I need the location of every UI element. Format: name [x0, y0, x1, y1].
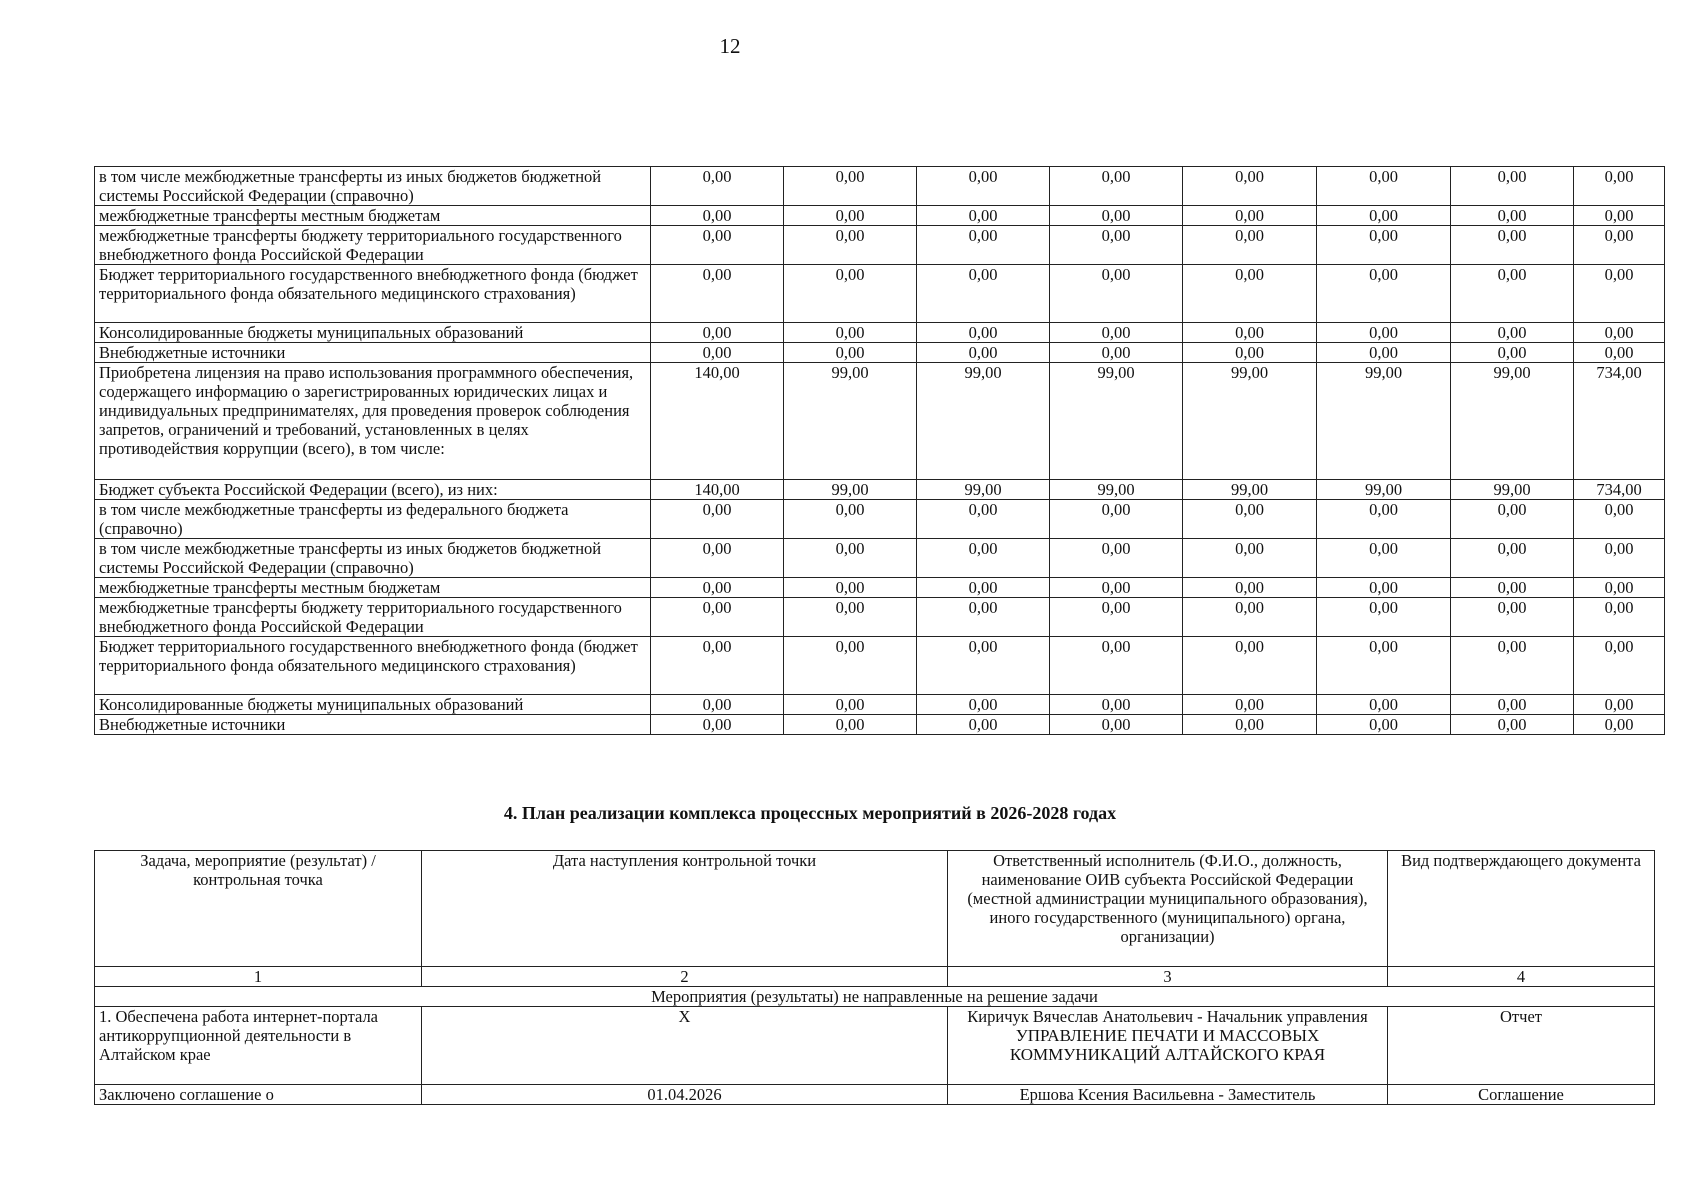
value-cell: 0,00	[1183, 637, 1317, 695]
value-cell: 0,00	[1050, 578, 1183, 598]
header-task: Задача, мероприятие (результат) / контрольная точка	[95, 851, 422, 967]
value-cell: 0,00	[784, 637, 917, 695]
row-label: межбюджетные трансферты бюджету территориального государственного внебюджетного фонда Российской Федерации	[95, 598, 651, 637]
budget-row	[95, 715, 1665, 735]
row-label: Консолидированные бюджеты муниципальных образований	[95, 323, 651, 343]
value-cell: 0,00	[784, 226, 917, 265]
row-label: межбюджетные трансферты местным бюджетам	[95, 206, 651, 226]
value-cell: 0,00	[1451, 323, 1574, 343]
row-label: Бюджет субъекта Российской Федерации (всего), из них:	[95, 480, 651, 500]
value-cell: 0,00	[1050, 637, 1183, 695]
value-cell: 0,00	[1451, 598, 1574, 637]
value-cell: 0,00	[1183, 167, 1317, 206]
page-number: 12	[719, 34, 741, 58]
value-cell: 0,00	[1317, 226, 1451, 265]
value-cell: 0,00	[651, 715, 784, 735]
value-cell: 140,00	[651, 480, 784, 500]
value-cell: 99,00	[1183, 363, 1317, 480]
value-cell: 0,00	[1574, 695, 1665, 715]
value-cell: 99,00	[784, 480, 917, 500]
value-cell: 0,00	[1451, 167, 1574, 206]
value-cell: 0,00	[1574, 500, 1665, 539]
value-cell: 0,00	[1050, 539, 1183, 578]
value-cell: 0,00	[1451, 343, 1574, 363]
value-cell: 734,00	[1574, 363, 1665, 480]
value-cell: 0,00	[1183, 323, 1317, 343]
budget-table	[94, 166, 1665, 735]
value-cell: 0,00	[1574, 343, 1665, 363]
row-label: Внебюджетные источники	[95, 343, 651, 363]
value-cell: 0,00	[1050, 715, 1183, 735]
value-cell: 0,00	[1050, 500, 1183, 539]
budget-row	[95, 598, 1665, 637]
value-cell: 0,00	[1574, 167, 1665, 206]
value-cell: 99,00	[1317, 363, 1451, 480]
task-cell: Заключено соглашение о	[95, 1085, 422, 1105]
plan-row	[95, 1007, 1655, 1085]
value-cell: 0,00	[1451, 637, 1574, 695]
value-cell: 0,00	[1317, 343, 1451, 363]
value-cell: 99,00	[1050, 363, 1183, 480]
budget-row	[95, 343, 1665, 363]
value-cell: 0,00	[1317, 265, 1451, 323]
budget-row	[95, 323, 1665, 343]
value-cell: 0,00	[1317, 206, 1451, 226]
budget-row	[95, 695, 1665, 715]
budget-row	[95, 539, 1665, 578]
value-cell: 0,00	[917, 637, 1050, 695]
value-cell: 0,00	[784, 578, 917, 598]
value-cell: 0,00	[1574, 323, 1665, 343]
row-label: в том числе межбюджетные трансферты из федерального бюджета (справочно)	[95, 500, 651, 539]
budget-row	[95, 206, 1665, 226]
value-cell: 0,00	[1183, 226, 1317, 265]
value-cell: 0,00	[917, 226, 1050, 265]
value-cell: 99,00	[1050, 480, 1183, 500]
budget-row	[95, 265, 1665, 323]
row-label: межбюджетные трансферты местным бюджетам	[95, 578, 651, 598]
column-number: 2	[422, 967, 948, 987]
value-cell: 0,00	[917, 265, 1050, 323]
value-cell: 140,00	[651, 363, 784, 480]
value-cell: 0,00	[651, 343, 784, 363]
value-cell: 0,00	[651, 167, 784, 206]
budget-row	[95, 167, 1665, 206]
value-cell: 0,00	[1183, 578, 1317, 598]
value-cell: 0,00	[917, 500, 1050, 539]
value-cell: 0,00	[784, 715, 917, 735]
row-label: Бюджет территориального государственного внебюджетного фонда (бюджет территориального фонда обязательного медицинского страхования)	[95, 265, 651, 323]
value-cell: 99,00	[1451, 480, 1574, 500]
value-cell: 0,00	[1574, 226, 1665, 265]
executor-cell: Ершова Ксения Васильевна - Заместитель	[948, 1085, 1388, 1105]
value-cell: 0,00	[651, 323, 784, 343]
value-cell: 0,00	[917, 539, 1050, 578]
value-cell: 0,00	[1451, 695, 1574, 715]
value-cell: 0,00	[917, 695, 1050, 715]
value-cell: 0,00	[1574, 578, 1665, 598]
budget-row	[95, 363, 1665, 480]
value-cell: 0,00	[784, 323, 917, 343]
row-label: Приобретена лицензия на право использования программного обеспечения, содержащего информацию о зарегистрированных юридических лицах и индивидуальных предпринимателях, для проведения проверок соблюдения запретов, ограничений и требований, установленных в целях противодействия коррупции (всего), в том числе:	[95, 363, 651, 480]
value-cell: 0,00	[651, 226, 784, 265]
value-cell: 99,00	[1183, 480, 1317, 500]
header-executor: Ответственный исполнитель (Ф.И.О., должность, наименование ОИВ субъекта Российской Федерации (местной администрации муниципального образования), иного государственного (муниципального) органа, организации)	[948, 851, 1388, 967]
value-cell: 0,00	[917, 206, 1050, 226]
value-cell: 0,00	[1317, 715, 1451, 735]
task-cell: 1. Обеспечена работа интернет-портала антикоррупционной деятельности в Алтайском крае	[95, 1007, 422, 1085]
plan-row	[95, 1085, 1655, 1105]
value-cell: 0,00	[1574, 715, 1665, 735]
value-cell: 99,00	[784, 363, 917, 480]
row-label: в том числе межбюджетные трансферты из иных бюджетов бюджетной системы Российской Федерации (справочно)	[95, 167, 651, 206]
value-cell: 0,00	[1317, 500, 1451, 539]
value-cell: 0,00	[917, 343, 1050, 363]
column-number: 3	[948, 967, 1388, 987]
value-cell: 0,00	[1574, 637, 1665, 695]
value-cell: 0,00	[1317, 598, 1451, 637]
value-cell: 0,00	[1317, 323, 1451, 343]
value-cell: 99,00	[1317, 480, 1451, 500]
value-cell: 0,00	[784, 265, 917, 323]
value-cell: 0,00	[1574, 206, 1665, 226]
column-number: 1	[95, 967, 422, 987]
value-cell: 0,00	[784, 500, 917, 539]
executor-cell	[948, 1007, 1388, 1085]
value-cell: 0,00	[917, 598, 1050, 637]
value-cell: 0,00	[1183, 715, 1317, 735]
column-number: 4	[1388, 967, 1655, 987]
value-cell: 0,00	[1050, 167, 1183, 206]
plan-group-row	[95, 987, 1655, 1007]
date-cell: 01.04.2026	[422, 1085, 948, 1105]
value-cell: 0,00	[1183, 598, 1317, 637]
executor-name: Киричук Вячеслав Анатольевич - Начальник управления	[967, 1007, 1368, 1026]
row-label: Бюджет территориального государственного внебюджетного фонда (бюджет территориального фонда обязательного медицинского страхования)	[95, 637, 651, 695]
value-cell: 0,00	[651, 206, 784, 226]
value-cell: 0,00	[917, 715, 1050, 735]
value-cell: 0,00	[651, 637, 784, 695]
value-cell: 0,00	[1050, 343, 1183, 363]
value-cell: 0,00	[651, 695, 784, 715]
value-cell: 0,00	[651, 265, 784, 323]
row-label: Внебюджетные источники	[95, 715, 651, 735]
value-cell: 0,00	[1317, 695, 1451, 715]
value-cell: 0,00	[1050, 323, 1183, 343]
value-cell: 0,00	[1050, 265, 1183, 323]
value-cell: 0,00	[1574, 265, 1665, 323]
budget-row	[95, 226, 1665, 265]
value-cell: 0,00	[1317, 539, 1451, 578]
value-cell: 0,00	[1451, 539, 1574, 578]
plan-table	[94, 850, 1655, 1105]
row-label: межбюджетные трансферты бюджету территориального государственного внебюджетного фонда Российской Федерации	[95, 226, 651, 265]
plan-number-row	[95, 967, 1655, 987]
value-cell: 734,00	[1574, 480, 1665, 500]
value-cell: 0,00	[1317, 578, 1451, 598]
budget-row	[95, 500, 1665, 539]
value-cell: 0,00	[784, 343, 917, 363]
value-cell: 0,00	[1451, 226, 1574, 265]
value-cell: 0,00	[1574, 539, 1665, 578]
budget-row	[95, 578, 1665, 598]
document-cell: Соглашение	[1388, 1085, 1655, 1105]
budget-row	[95, 480, 1665, 500]
value-cell: 99,00	[917, 363, 1050, 480]
value-cell: 0,00	[1050, 226, 1183, 265]
value-cell: 0,00	[651, 500, 784, 539]
value-cell: 0,00	[917, 323, 1050, 343]
value-cell: 0,00	[1050, 206, 1183, 226]
executor-org: УПРАВЛЕНИЕ ПЕЧАТИ И МАССОВЫХ КОММУНИКАЦИЙ АЛТАЙСКОГО КРАЯ	[1009, 1026, 1326, 1064]
value-cell: 0,00	[1183, 206, 1317, 226]
value-cell: 0,00	[784, 206, 917, 226]
value-cell: 0,00	[917, 167, 1050, 206]
value-cell: 0,00	[1050, 695, 1183, 715]
value-cell: 0,00	[917, 578, 1050, 598]
value-cell: 0,00	[651, 578, 784, 598]
value-cell: 0,00	[1183, 500, 1317, 539]
value-cell: 0,00	[1451, 578, 1574, 598]
value-cell: 0,00	[784, 598, 917, 637]
header-document: Вид подтверждающего документа	[1388, 851, 1655, 967]
value-cell: 0,00	[1451, 265, 1574, 323]
section-title: 4. План реализации комплекса процессных мероприятий в 2026-2028 годах	[503, 803, 1117, 823]
value-cell: 0,00	[1183, 343, 1317, 363]
header-date: Дата наступления контрольной точки	[422, 851, 948, 967]
row-label: в том числе межбюджетные трансферты из иных бюджетов бюджетной системы Российской Федерации (справочно)	[95, 539, 651, 578]
value-cell: 0,00	[1183, 695, 1317, 715]
group-title: Мероприятия (результаты) не направленные на решение задачи	[95, 987, 1655, 1007]
plan-header-row	[95, 851, 1655, 967]
value-cell: 0,00	[1183, 539, 1317, 578]
value-cell: 0,00	[651, 598, 784, 637]
value-cell: 0,00	[651, 539, 784, 578]
value-cell: 0,00	[1317, 637, 1451, 695]
date-cell: X	[422, 1007, 948, 1085]
value-cell: 0,00	[1451, 206, 1574, 226]
value-cell: 0,00	[1451, 715, 1574, 735]
value-cell: 0,00	[1317, 167, 1451, 206]
document-cell: Отчет	[1388, 1007, 1655, 1085]
value-cell: 0,00	[784, 539, 917, 578]
row-label: Консолидированные бюджеты муниципальных образований	[95, 695, 651, 715]
value-cell: 0,00	[1574, 598, 1665, 637]
value-cell: 0,00	[784, 167, 917, 206]
value-cell: 0,00	[1050, 598, 1183, 637]
value-cell: 99,00	[917, 480, 1050, 500]
value-cell: 0,00	[1183, 265, 1317, 323]
budget-row	[95, 637, 1665, 695]
value-cell: 99,00	[1451, 363, 1574, 480]
value-cell: 0,00	[784, 695, 917, 715]
value-cell: 0,00	[1451, 500, 1574, 539]
